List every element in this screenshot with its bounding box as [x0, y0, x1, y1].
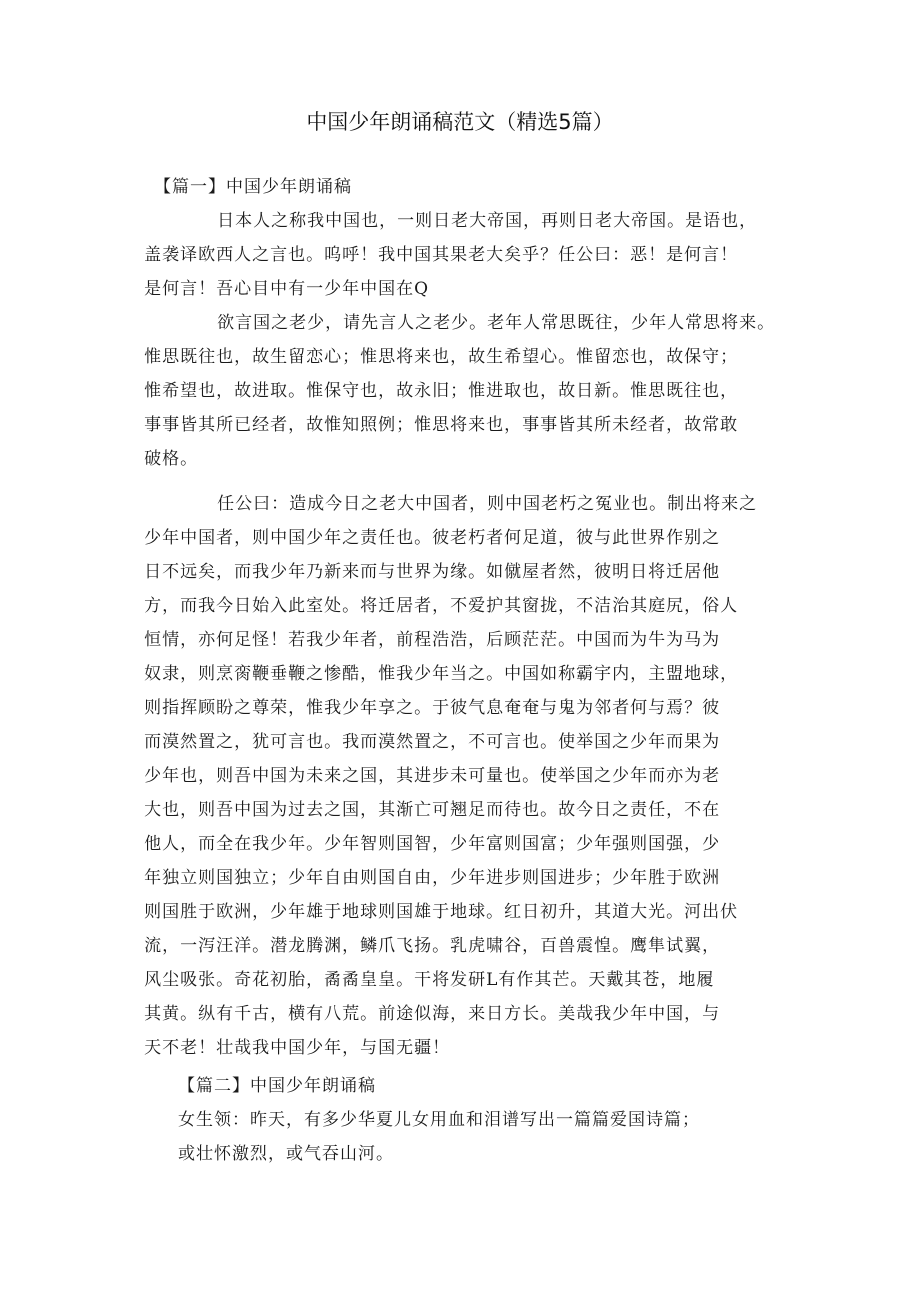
paragraph-line: 则国胜于欧洲，少年雄于地球则国雄于地球。红日初升，其道大光。河出伏	[144, 902, 739, 922]
paragraph-line: 流，一泻汪洋。潜龙腾渊，鳞爪飞扬。乳虎啸谷，百兽震惶。鹰隼试翼，	[144, 936, 721, 956]
paragraph-line: 奴隶，则烹脔鞭垂鞭之惨酷，惟我少年当之。中国如称霸宇内，主盟地球，	[144, 664, 739, 684]
paragraph-line: 惟希望也，故进取。惟保守也，故永旧；惟进取也，故日新。惟思既往也，	[144, 381, 739, 401]
paragraph-line: 少年也，则吾中国为未来之国，其进步未可量也。使举国之少年而亦为老	[144, 766, 721, 786]
paragraph-line: 日不远矣，而我少年乃新来而与世界为缘。如僦屋者然，彼明日将迁居他	[144, 562, 721, 582]
paragraph-line: 任公曰：造成今日之老大中国者，则中国老朽之冤业也。制出将来之	[217, 494, 758, 514]
paragraph-line: 或壮怀激烈，或气吞山河。	[178, 1144, 394, 1164]
section-heading-2: 【篇二】中国少年朗诵稿	[178, 1076, 376, 1096]
paragraph-line: 少年中国者，则中国少年之责任也。彼老朽者何足道，彼与此世界作别之	[144, 528, 721, 548]
paragraph-line: 则指挥顾盼之尊荣，惟我少年享之。于彼气息奄奄与鬼为邻者何与焉？彼	[144, 698, 721, 718]
paragraph-line: 日本人之称我中国也，一则日老大帝国，再则日老大帝国。是语也，	[217, 211, 758, 231]
paragraph-line: 大也，则吾中国为过去之国，其渐亡可翘足而待也。故今日之责任，不在	[144, 800, 721, 820]
paragraph-line: 是何言！吾心目中有一少年中国在Q	[144, 279, 430, 299]
document-title: 中国少年朗诵稿范文（精选5篇）	[306, 110, 614, 134]
section-heading-1: 【篇一】中国少年朗诵稿	[154, 177, 352, 197]
paragraph-line: 而漠然置之，犹可言也。我而漠然置之，不可言也。使举国之少年而果为	[144, 732, 721, 752]
paragraph-line: 天不老！壮哉我中国少年，与国无疆！	[144, 1038, 451, 1058]
paragraph-4	[178, 1103, 784, 1171]
paragraph-line: 其黄。纵有千古，横有八荒。前途似海，来日方长。美哉我少年中国，与	[144, 1004, 721, 1024]
paragraph-2	[144, 306, 784, 476]
paragraph-line: 盖袭译欧西人之言也。呜呼！我中国其果老大矣乎？任公曰：恶！是何言！	[144, 245, 739, 265]
document-body	[144, 170, 784, 1171]
paragraph-line: 事事皆其所已经者，故惟知照例；惟思将来也，事事皆其所未经者，故常敢	[144, 415, 739, 435]
paragraph-line: 破格。	[144, 449, 199, 469]
paragraph-3	[144, 487, 784, 1065]
paragraph-1	[144, 204, 784, 306]
paragraph-line: 年独立则国独立；少年自由则国自由，少年进步则国进步；少年胜于欧洲	[144, 868, 721, 888]
paragraph-line: 他人，而全在我少年。少年智则国智，少年富则国富；少年强则国强，少	[144, 834, 721, 854]
paragraph-line: 风尘吸张。奇花初胎，矞矞皇皇。干将发研L有作其芒。天戴其苍，地履	[144, 970, 715, 990]
paragraph-line: 恒情，亦何足怪！若我少年者，前程浩浩，后顾茫茫。中国而为牛为马为	[144, 630, 721, 650]
paragraph-line: 女生领：昨天，有多少华夏儿女用血和泪谱写出一篇篇爱国诗篇；	[178, 1110, 700, 1130]
paragraph-line: 欲言国之老少，请先言人之老少。老年人常思既往，少年人常思将来。	[217, 313, 776, 333]
paragraph-line: 惟思既往也，故生留恋心；惟思将来也，故生希望心。惟留恋也，故保守；	[144, 347, 739, 367]
paragraph-line: 方，而我今日始入此室处。将迁居者，不爱护其窗拢，不洁治其庭尻，俗人	[144, 596, 739, 616]
